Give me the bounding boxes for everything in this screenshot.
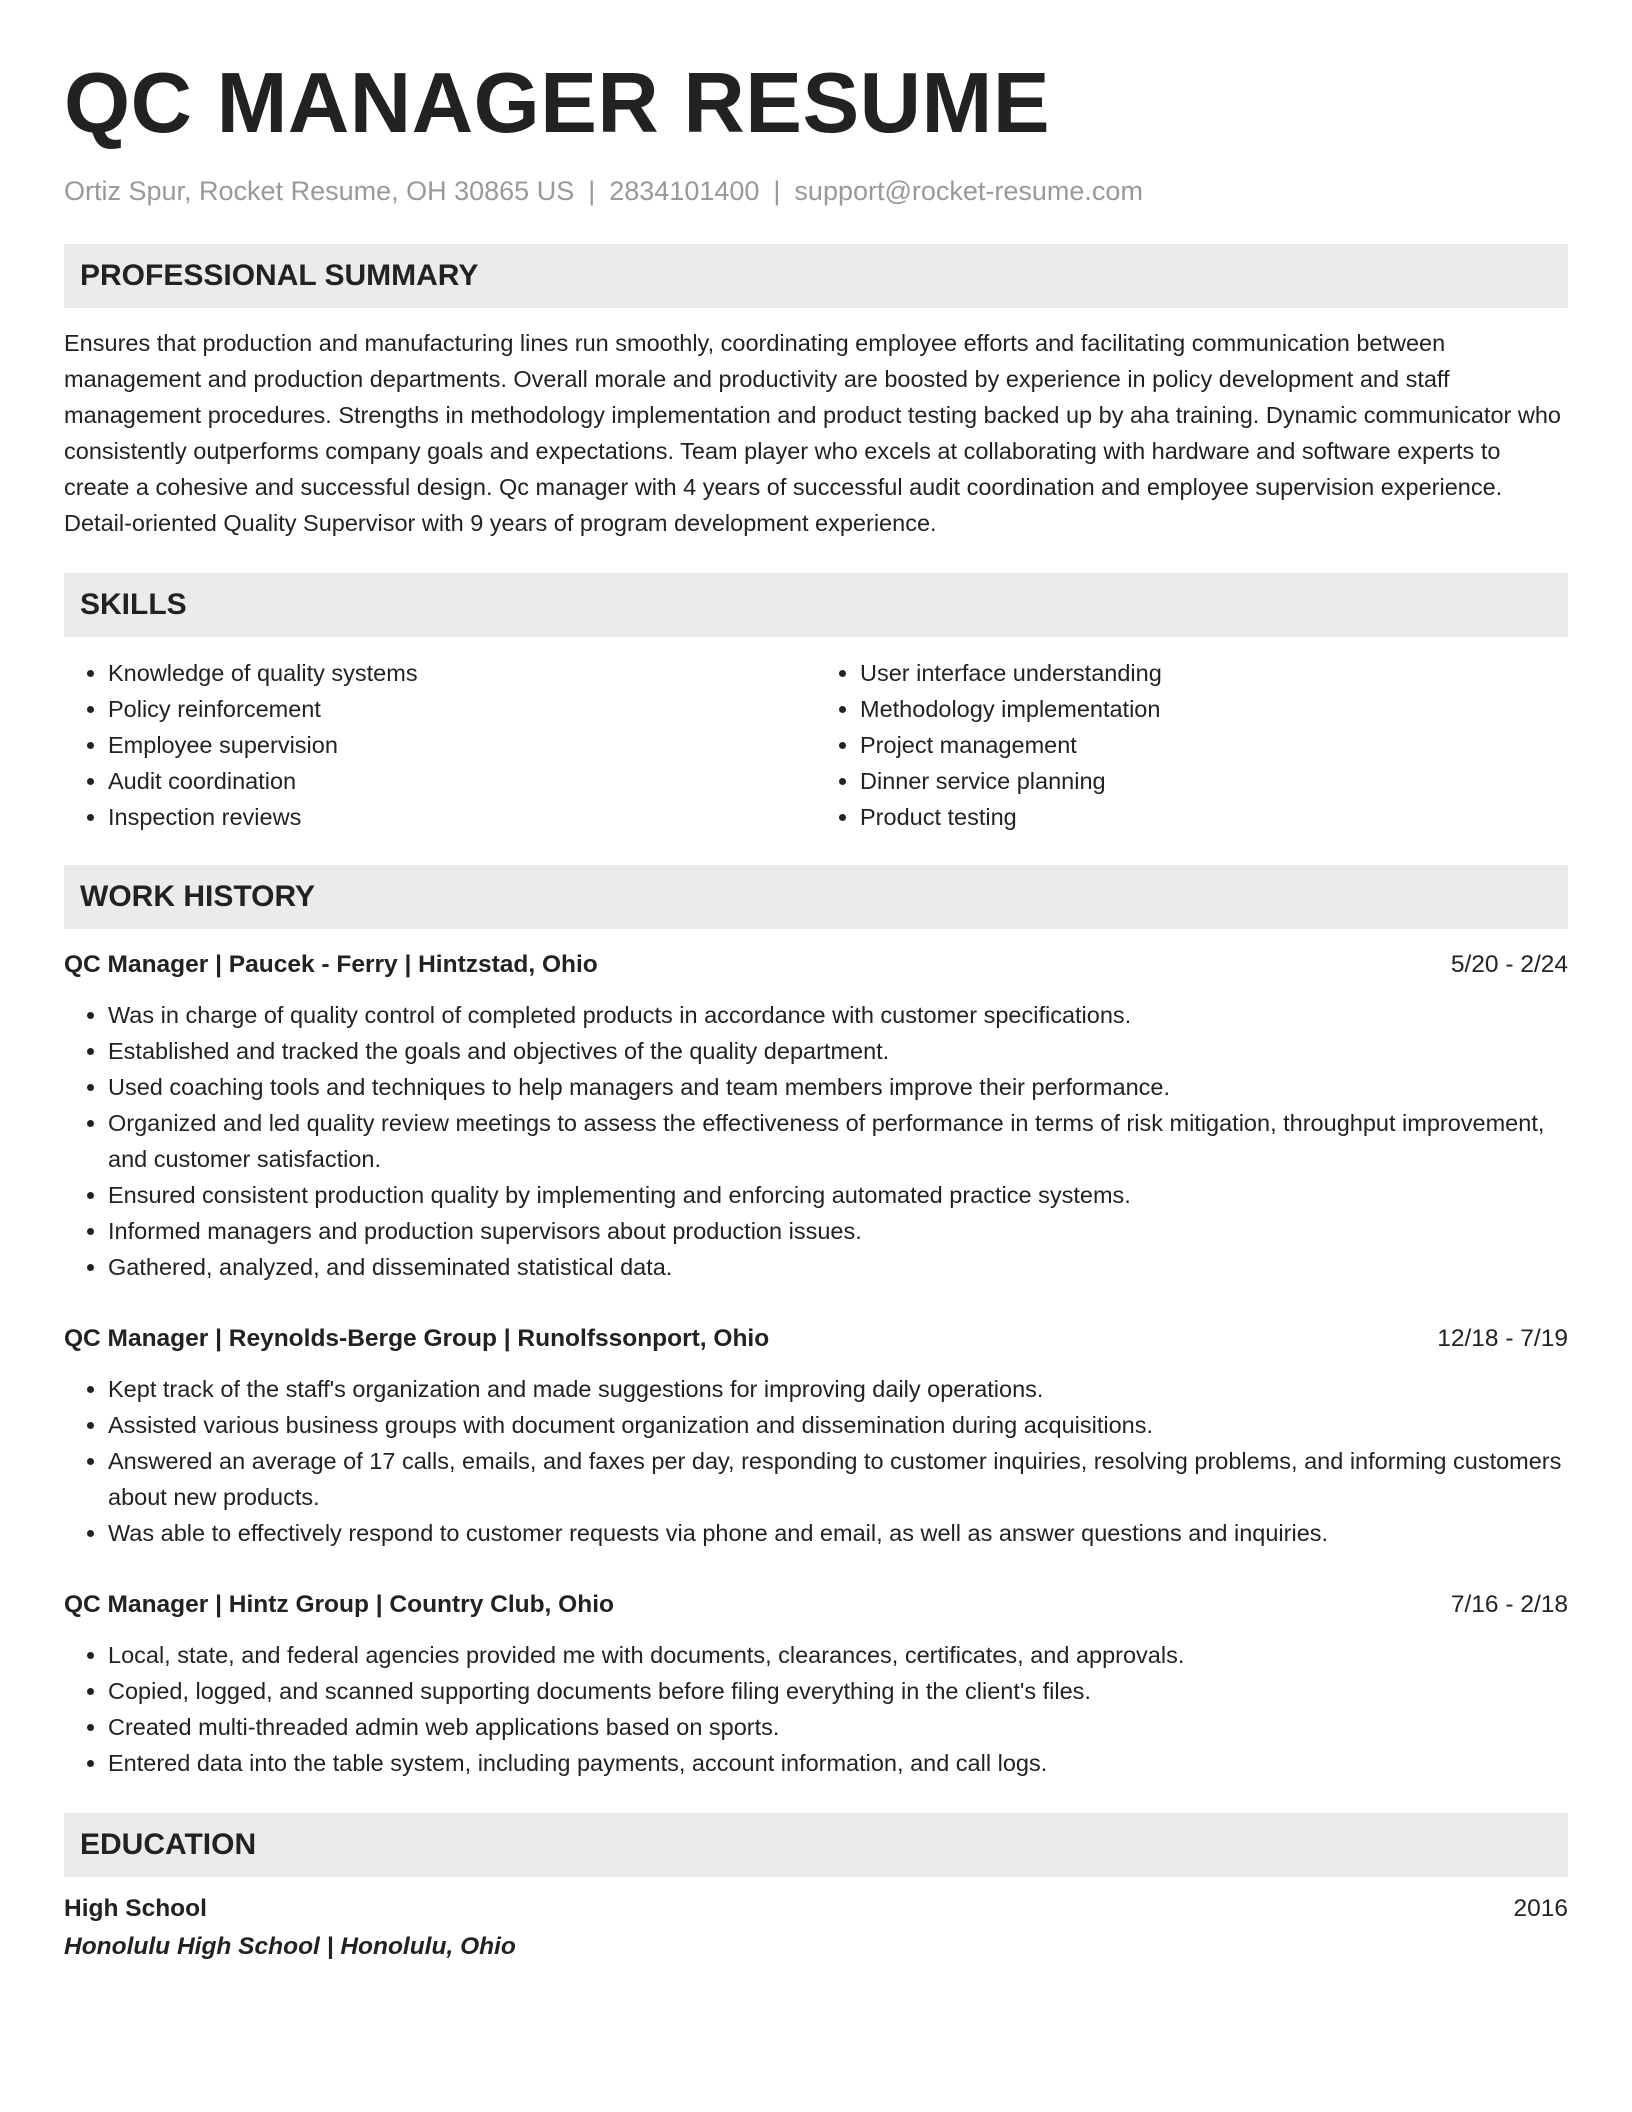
- duty-item: • Assisted various business groups with document organization and dissemination during acquisitions.: [108, 1407, 1568, 1443]
- job-dates: 12/18 - 7/19: [1437, 1325, 1568, 1352]
- contact-email: support@rocket-resume.com: [794, 176, 1143, 206]
- job-duties: [64, 1371, 1568, 1551]
- duty-item: • Ensured consistent production quality by implementing and enforcing automated practice systems.: [108, 1177, 1568, 1213]
- duty-item: • Copied, logged, and scanned supporting documents before filing everything in the client's files.: [108, 1673, 1568, 1709]
- duty-item: • Was in charge of quality control of completed products in accordance with customer specifications.: [108, 997, 1568, 1033]
- contact-separator: |: [773, 176, 781, 206]
- skill-item: • Policy reinforcement: [108, 691, 816, 727]
- skill-item: • Knowledge of quality systems: [108, 655, 816, 691]
- skills-column-right: [816, 655, 1568, 835]
- job-title: QC Manager | Paucek - Ferry | Hintzstad, Ohio: [64, 951, 598, 978]
- summary-text: Ensures that production and manufacturing lines run smoothly, coordinating employee efforts and facilitating communication between management and production departments. Overall morale and productivity are boosted by experience in policy development and staff management procedures. Strengths in methodology implementation and product testing backed up by aha training. Dynamic communicator who consistently outperforms company goals and expectations. Team player who excels at collaborating with hardware and software experts to create a cohesive and successful design. Qc manager with 4 years of successful audit coordination and employee supervision experience. Detail-oriented Quality Supervisor with 9 years of program development experience.: [64, 330, 1562, 536]
- skill-item: • Project management: [860, 727, 1568, 763]
- duty-item: • Gathered, analyzed, and disseminated statistical data.: [108, 1249, 1568, 1285]
- duty-item: • Created multi-threaded admin web applications based on sports.: [108, 1709, 1568, 1745]
- job-header: [64, 947, 1568, 983]
- contact-phone: 2834101400: [609, 176, 760, 206]
- job-entry: [64, 1321, 1568, 1551]
- job-duties: [64, 1637, 1568, 1781]
- job-dates: 7/16 - 2/18: [1450, 1591, 1568, 1618]
- section-heading-education: EDUCATION: [64, 1813, 1568, 1877]
- job-entry: [64, 947, 1568, 1285]
- education-school: Honolulu High School | Honolulu, Ohio: [64, 1933, 516, 1960]
- resume-title: QC MANAGER RESUME: [64, 56, 1051, 151]
- duty-item: • Kept track of the staff's organization and made suggestions for improving daily operations.: [108, 1371, 1568, 1407]
- contact-separator: |: [588, 176, 596, 206]
- education-degree: High School: [64, 1895, 207, 1922]
- section-heading-skills: SKILLS: [64, 573, 1568, 637]
- skill-item: • Employee supervision: [108, 727, 816, 763]
- job-title: QC Manager | Hintz Group | Country Club, Ohio: [64, 1591, 614, 1618]
- duty-item: • Organized and led quality review meetings to assess the effectiveness of performance in terms of risk mitigation, throughput improvement, and customer satisfaction.: [108, 1105, 1568, 1177]
- skill-item: • Dinner service planning: [860, 763, 1568, 799]
- skill-item: • Methodology implementation: [860, 691, 1568, 727]
- skills-list: [64, 655, 1568, 835]
- duty-item: • Was able to effectively respond to customer requests via phone and email, as well as answer questions and inquiries.: [108, 1515, 1568, 1551]
- section-heading-summary: PROFESSIONAL SUMMARY: [64, 244, 1568, 308]
- duty-item: • Used coaching tools and techniques to help managers and team members improve their performance.: [108, 1069, 1568, 1105]
- skill-item: • Audit coordination: [108, 763, 816, 799]
- duty-item: • Local, state, and federal agencies provided me with documents, clearances, certificates, and approvals.: [108, 1637, 1568, 1673]
- education-entry: [64, 1891, 1568, 1965]
- skills-column-left: [64, 655, 816, 835]
- education-year: 2016: [1513, 1895, 1568, 1922]
- skill-item: • Product testing: [860, 799, 1568, 835]
- job-header: [64, 1587, 1568, 1623]
- contact-address: Ortiz Spur, Rocket Resume, OH 30865 US: [64, 176, 575, 206]
- skill-item: • User interface understanding: [860, 655, 1568, 691]
- duty-item: • Established and tracked the goals and objectives of the quality department.: [108, 1033, 1568, 1069]
- skill-item: • Inspection reviews: [108, 799, 816, 835]
- duty-item: • Informed managers and production supervisors about production issues.: [108, 1213, 1568, 1249]
- job-title: QC Manager | Reynolds-Berge Group | Runolfssonport, Ohio: [64, 1325, 770, 1352]
- job-header: [64, 1321, 1568, 1357]
- duty-item: • Answered an average of 17 calls, emails, and faxes per day, responding to customer inquiries, resolving problems, and informing customers about new products.: [108, 1443, 1568, 1515]
- section-heading-work-history: WORK HISTORY: [64, 865, 1568, 929]
- job-dates: 5/20 - 2/24: [1450, 951, 1568, 978]
- contact-line: [64, 174, 1568, 208]
- education-header: [64, 1891, 1568, 1927]
- job-duties: [64, 997, 1568, 1285]
- job-entry: [64, 1587, 1568, 1781]
- duty-item: • Entered data into the table system, including payments, account information, and call logs.: [108, 1745, 1568, 1781]
